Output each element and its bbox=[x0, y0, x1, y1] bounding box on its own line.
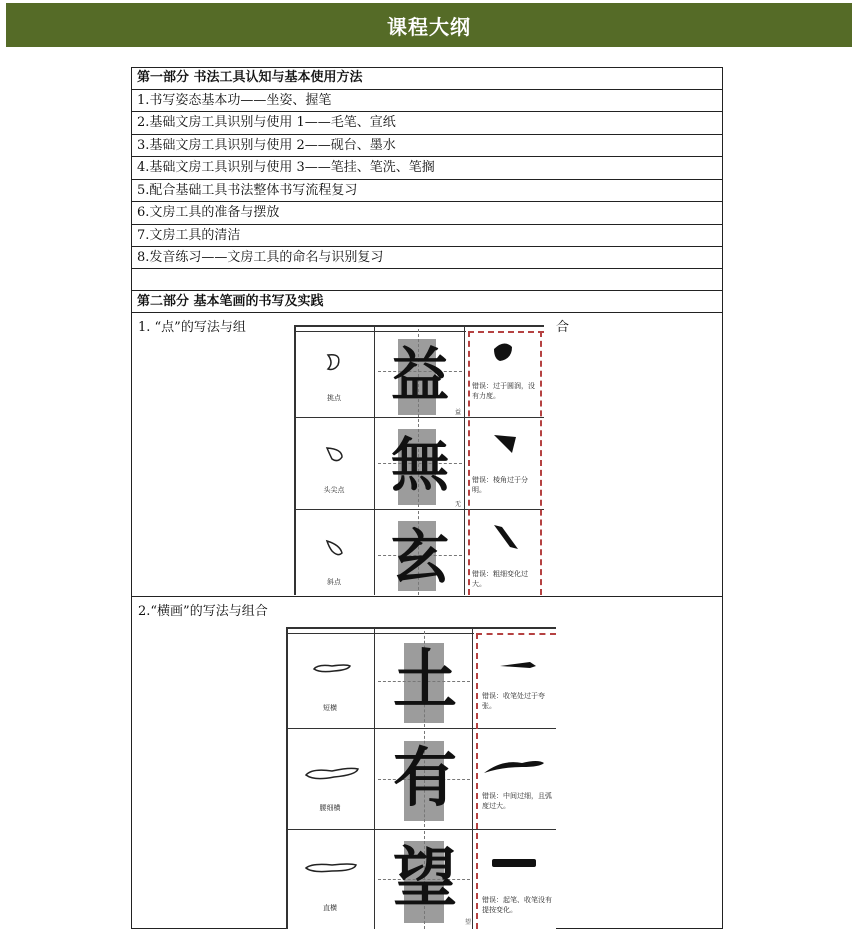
page-mark: 望 bbox=[464, 919, 471, 926]
horizontal-stroke-icon bbox=[304, 765, 360, 783]
wrong-stroke-icon bbox=[490, 855, 540, 871]
error-note: 错误：中间过细，且弧度过大。 bbox=[482, 792, 552, 810]
error-note: 错误：收笔处过于夸张。 bbox=[482, 692, 545, 710]
list-item: 7.文房工具的清洁 bbox=[131, 224, 723, 246]
stroke-name: 斜点 bbox=[327, 578, 341, 586]
item1-title: 1. “点”的写法与组 bbox=[138, 320, 246, 335]
list-item: 8.发音练习——文房工具的命名与识别复习 bbox=[131, 246, 723, 268]
stroke-name: 直横 bbox=[323, 904, 337, 912]
page-mark: 益 bbox=[454, 409, 461, 416]
wrong-stroke-icon bbox=[482, 755, 548, 779]
dot-stroke-figure bbox=[294, 325, 544, 595]
list-item: 4.基础文房工具识别与使用 3——笔挂、笔洗、笔搁 bbox=[131, 156, 723, 179]
stroke-name: 挑点 bbox=[327, 394, 341, 402]
item1-title-end: 合 bbox=[556, 320, 570, 335]
dot-stroke-icon bbox=[324, 537, 346, 559]
list-item: 5.配合基础工具书法整体书写流程复习 bbox=[131, 179, 723, 201]
dot-stroke-icon bbox=[324, 351, 344, 375]
error-note: 错误：过于圆润，没有力度。 bbox=[472, 382, 535, 400]
part2-heading: 第二部分 基本笔画的书写及实践 bbox=[131, 290, 723, 312]
stroke-name: 腰细横 bbox=[319, 804, 341, 812]
dot-stroke-icon bbox=[324, 443, 346, 465]
error-note: 错误：棱角过于分明。 bbox=[472, 476, 528, 494]
example-character: 望 bbox=[393, 841, 457, 916]
error-note: 错误：粗细变化过大。 bbox=[472, 570, 528, 588]
example-character: 土 bbox=[393, 643, 457, 718]
list-item: 2.基础文房工具识别与使用 1——毛笔、宣纸 bbox=[131, 111, 723, 134]
example-character: 無 bbox=[390, 431, 449, 499]
example-character: 有 bbox=[393, 741, 457, 816]
list-item: 1.书写姿态基本功——坐姿、握笔 bbox=[131, 89, 723, 111]
list-item: 6.文房工具的准备与摆放 bbox=[131, 201, 723, 224]
horizontal-stroke-icon bbox=[312, 661, 352, 677]
empty-row bbox=[131, 268, 723, 290]
example-character: 益 bbox=[390, 341, 449, 409]
page-banner bbox=[6, 3, 852, 47]
page-title: 课程大纲 bbox=[387, 14, 471, 39]
horizontal-stroke-figure bbox=[286, 627, 556, 929]
page-mark: 无 bbox=[454, 501, 461, 508]
list-item: 3.基础文房工具识别与使用 2——砚台、墨水 bbox=[131, 134, 723, 156]
wrong-dot-icon bbox=[492, 523, 522, 553]
error-note: 错误：起笔、收笔没有提按变化。 bbox=[482, 896, 552, 914]
item2-title: 2.“横画”的写法与组合 bbox=[138, 604, 268, 619]
stroke-name: 头尖点 bbox=[323, 486, 345, 494]
example-character: 玄 bbox=[390, 523, 449, 591]
part1-heading: 第一部分 书法工具认知与基本使用方法 bbox=[137, 70, 363, 85]
wrong-dot-icon bbox=[492, 431, 522, 457]
wrong-dot-icon bbox=[490, 339, 516, 365]
horizontal-stroke-icon bbox=[304, 859, 358, 877]
wrong-stroke-icon bbox=[498, 657, 538, 673]
stroke-name: 短横 bbox=[323, 704, 337, 712]
